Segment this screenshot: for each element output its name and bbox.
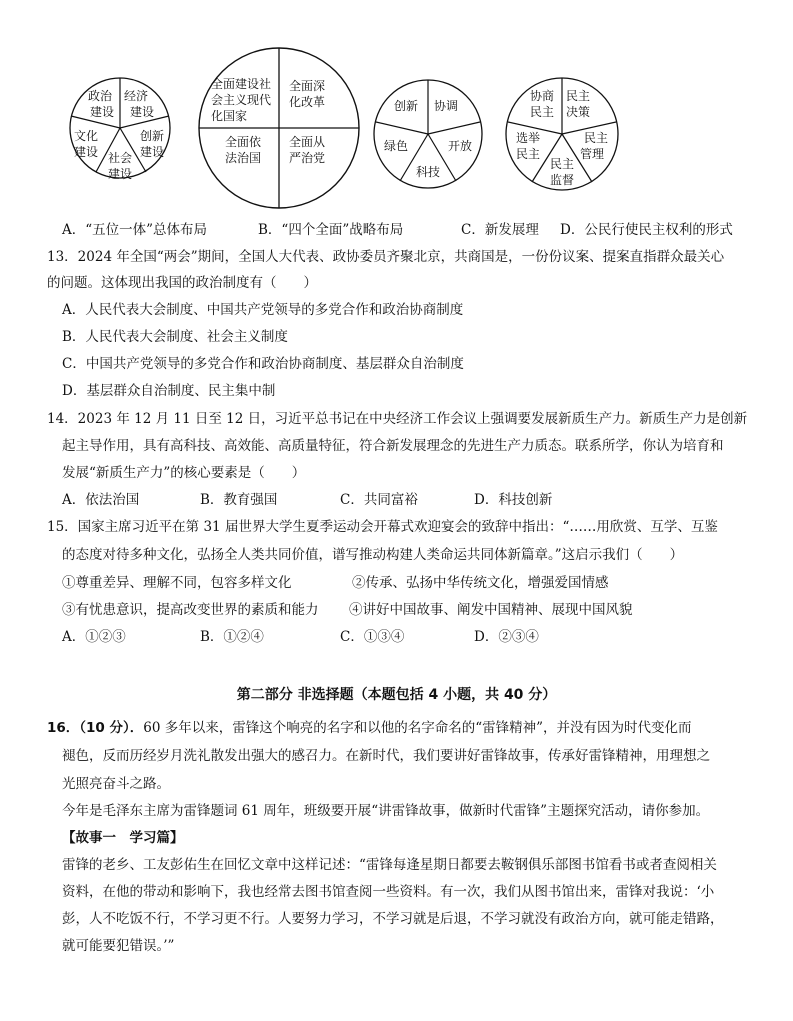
q15-stem-line1: 15．国家主席习近平在第 31 届世界大学生夏季运动会开幕式欢迎宴会的致辞中指出：“……用欣赏、互学、互鉴 [47,519,718,535]
nd-label-technology: 科技 [416,165,441,179]
q15-statement-4: ④讲好中国故事、阐发中国精神、展现中国风貌 [349,602,633,618]
four-label-modernization: 全面建设社会主义现代化国家 [211,77,272,123]
q16-stem-line2: 褪色，反而历经岁月洗礼散发出强大的感召力。在新时代，我们要讲好雷锋故事，传承好雷锋精神，用理想之 [62,748,710,764]
q14-option-c: C．共同富裕 [340,492,418,508]
q14-stem-line2: 起主导作用，具有高科技、高效能、高质量特征，符合新发展理念的先进生产力质态。联系所学，你认为培育和 [62,438,724,454]
dr-label-management: 民主管理 [580,131,609,161]
nd-label-green: 绿色 [384,139,409,153]
q15-statement-3: ③有忧患意识，提高改变世界的素质和能力 [62,602,319,618]
five-label-society: 社会建设 [108,151,133,181]
q12-option-d: D．公民行使民主权利的形式 [560,222,733,238]
four-label-rule-of-law: 全面依法治国 [225,135,262,165]
q15-option-c: C．①③④ [340,629,405,645]
q15-option-b: B．①②④ [200,629,264,645]
five-label-innovation: 创新建设 [140,129,165,159]
q14-option-d: D．科技创新 [474,492,553,508]
q15-statement-1: ①尊重差异、理解不同，包容多样文化 [62,575,292,591]
q16-stem-line3: 光照亮奋斗之路。 [62,776,170,792]
dr-label-consultative: 协商民主 [530,89,555,119]
q16-stem-line1 [47,718,692,738]
q14-option-a: A．依法治国 [62,492,140,508]
q16-story1-title: 【故事一 学习篇】 [62,830,184,846]
democratic-rights-diagram [504,76,620,192]
q13-stem-line2: 的问题。这体现出我国的政治制度有（ ） [47,275,317,291]
q15-option-a: A．①②③ [62,629,126,645]
q12-option-a: A．“五位一体”总体布局 [62,222,208,238]
q15-stem-line2: 的态度对待多种文化，弘扬全人类共同价值，谱写推动构建人类命运共同体新篇章。”这启示我们（ ） [62,547,684,563]
nd-label-openness: 开放 [448,139,473,153]
q16-para-line2: 资料，在他的带动和影响下，我也经常去图书馆查阅一些资料。有一次，我们从图书馆出来，雷锋对我说：‘小 [62,884,715,900]
q14-option-b: B．教育强国 [200,492,278,508]
diagram-row [0,40,793,220]
nd-label-coordination: 协调 [434,99,459,113]
five-label-economy: 经济建设 [124,89,155,119]
nd-label-innovation: 创新 [394,99,419,113]
four-label-reform: 全面深化改革 [289,79,326,109]
q14-stem-line3: 发展“新质生产力”的核心要素是（ ） [62,465,306,481]
four-label-party: 全面从严治党 [289,135,326,165]
q16-intro: 今年是毛泽东主席为雷锋题词 61 周年，班级要开展“讲雷锋故事，做新时代雷锋”主题探究活动，请你参加。 [62,803,710,819]
q16-para-line1: 雷锋的老乡、工友彭佑生在回忆文章中这样记述：“雷锋每逢星期日都要去鞍钢俱乐部图书馆看书或者查阅相关 [62,857,717,873]
q13-option-b: B．人民代表大会制度、社会主义制度 [62,329,288,345]
part2-title: 第二部分 非选择题（本题包括 4 小题，共 40 分） [236,687,557,703]
q13-option-c: C．中国共产党领导的多党合作和政治协商制度、基层群众自治制度 [62,356,464,372]
q12-option-c: C．新发展理 [461,222,539,238]
q15-option-d: D．②③④ [474,629,539,645]
q13-option-a: A．人民代表大会制度、中国共产党领导的多党合作和政治协商制度 [62,302,464,318]
dr-label-supervision: 民主监督 [550,157,575,187]
q13-stem-line1: 13．2024 年全国“两会”期间，全国人大代表、政协委员齐聚北京，共商国是，一份份议案、提案直指群众最关心 [47,249,725,265]
q16-number: 16．（10 分）． [47,720,144,736]
q16-para-line4: 就可能要犯错误。’” [62,938,175,954]
q16-para-line3: 彭，人不吃饭不行，不学习更不行。人要努力学习，不学习就是后退，不学习就没有政治方向，就可能走错路， [62,911,724,927]
q14-stem-line1: 14．2023 年 12 月 11 日至 12 日，习近平总书记在中央经济工作会议上强调要发展新质生产力。新质生产力是创新 [47,411,748,427]
five-in-one-diagram [68,76,172,180]
q13-option-d: D．基层群众自治制度、民主集中制 [62,383,276,399]
dr-label-election: 选举民主 [516,131,541,161]
q12-option-b: B．“四个全面”战略布局 [258,222,404,238]
four-comprehensives-diagram [197,46,361,210]
dr-label-decision: 民主决策 [566,89,591,119]
five-label-politics: 政治建设 [88,89,115,119]
new-development-diagram [372,78,484,190]
q16-stem-text: 60 多年以来，雷锋这个响亮的名字和以他的名字命名的“雷锋精神”，并没有因为时代变化而 [143,720,692,736]
five-label-culture: 文化建设 [74,129,99,159]
q15-statement-2: ②传承、弘扬中华传统文化，增强爱国情感 [352,575,609,591]
